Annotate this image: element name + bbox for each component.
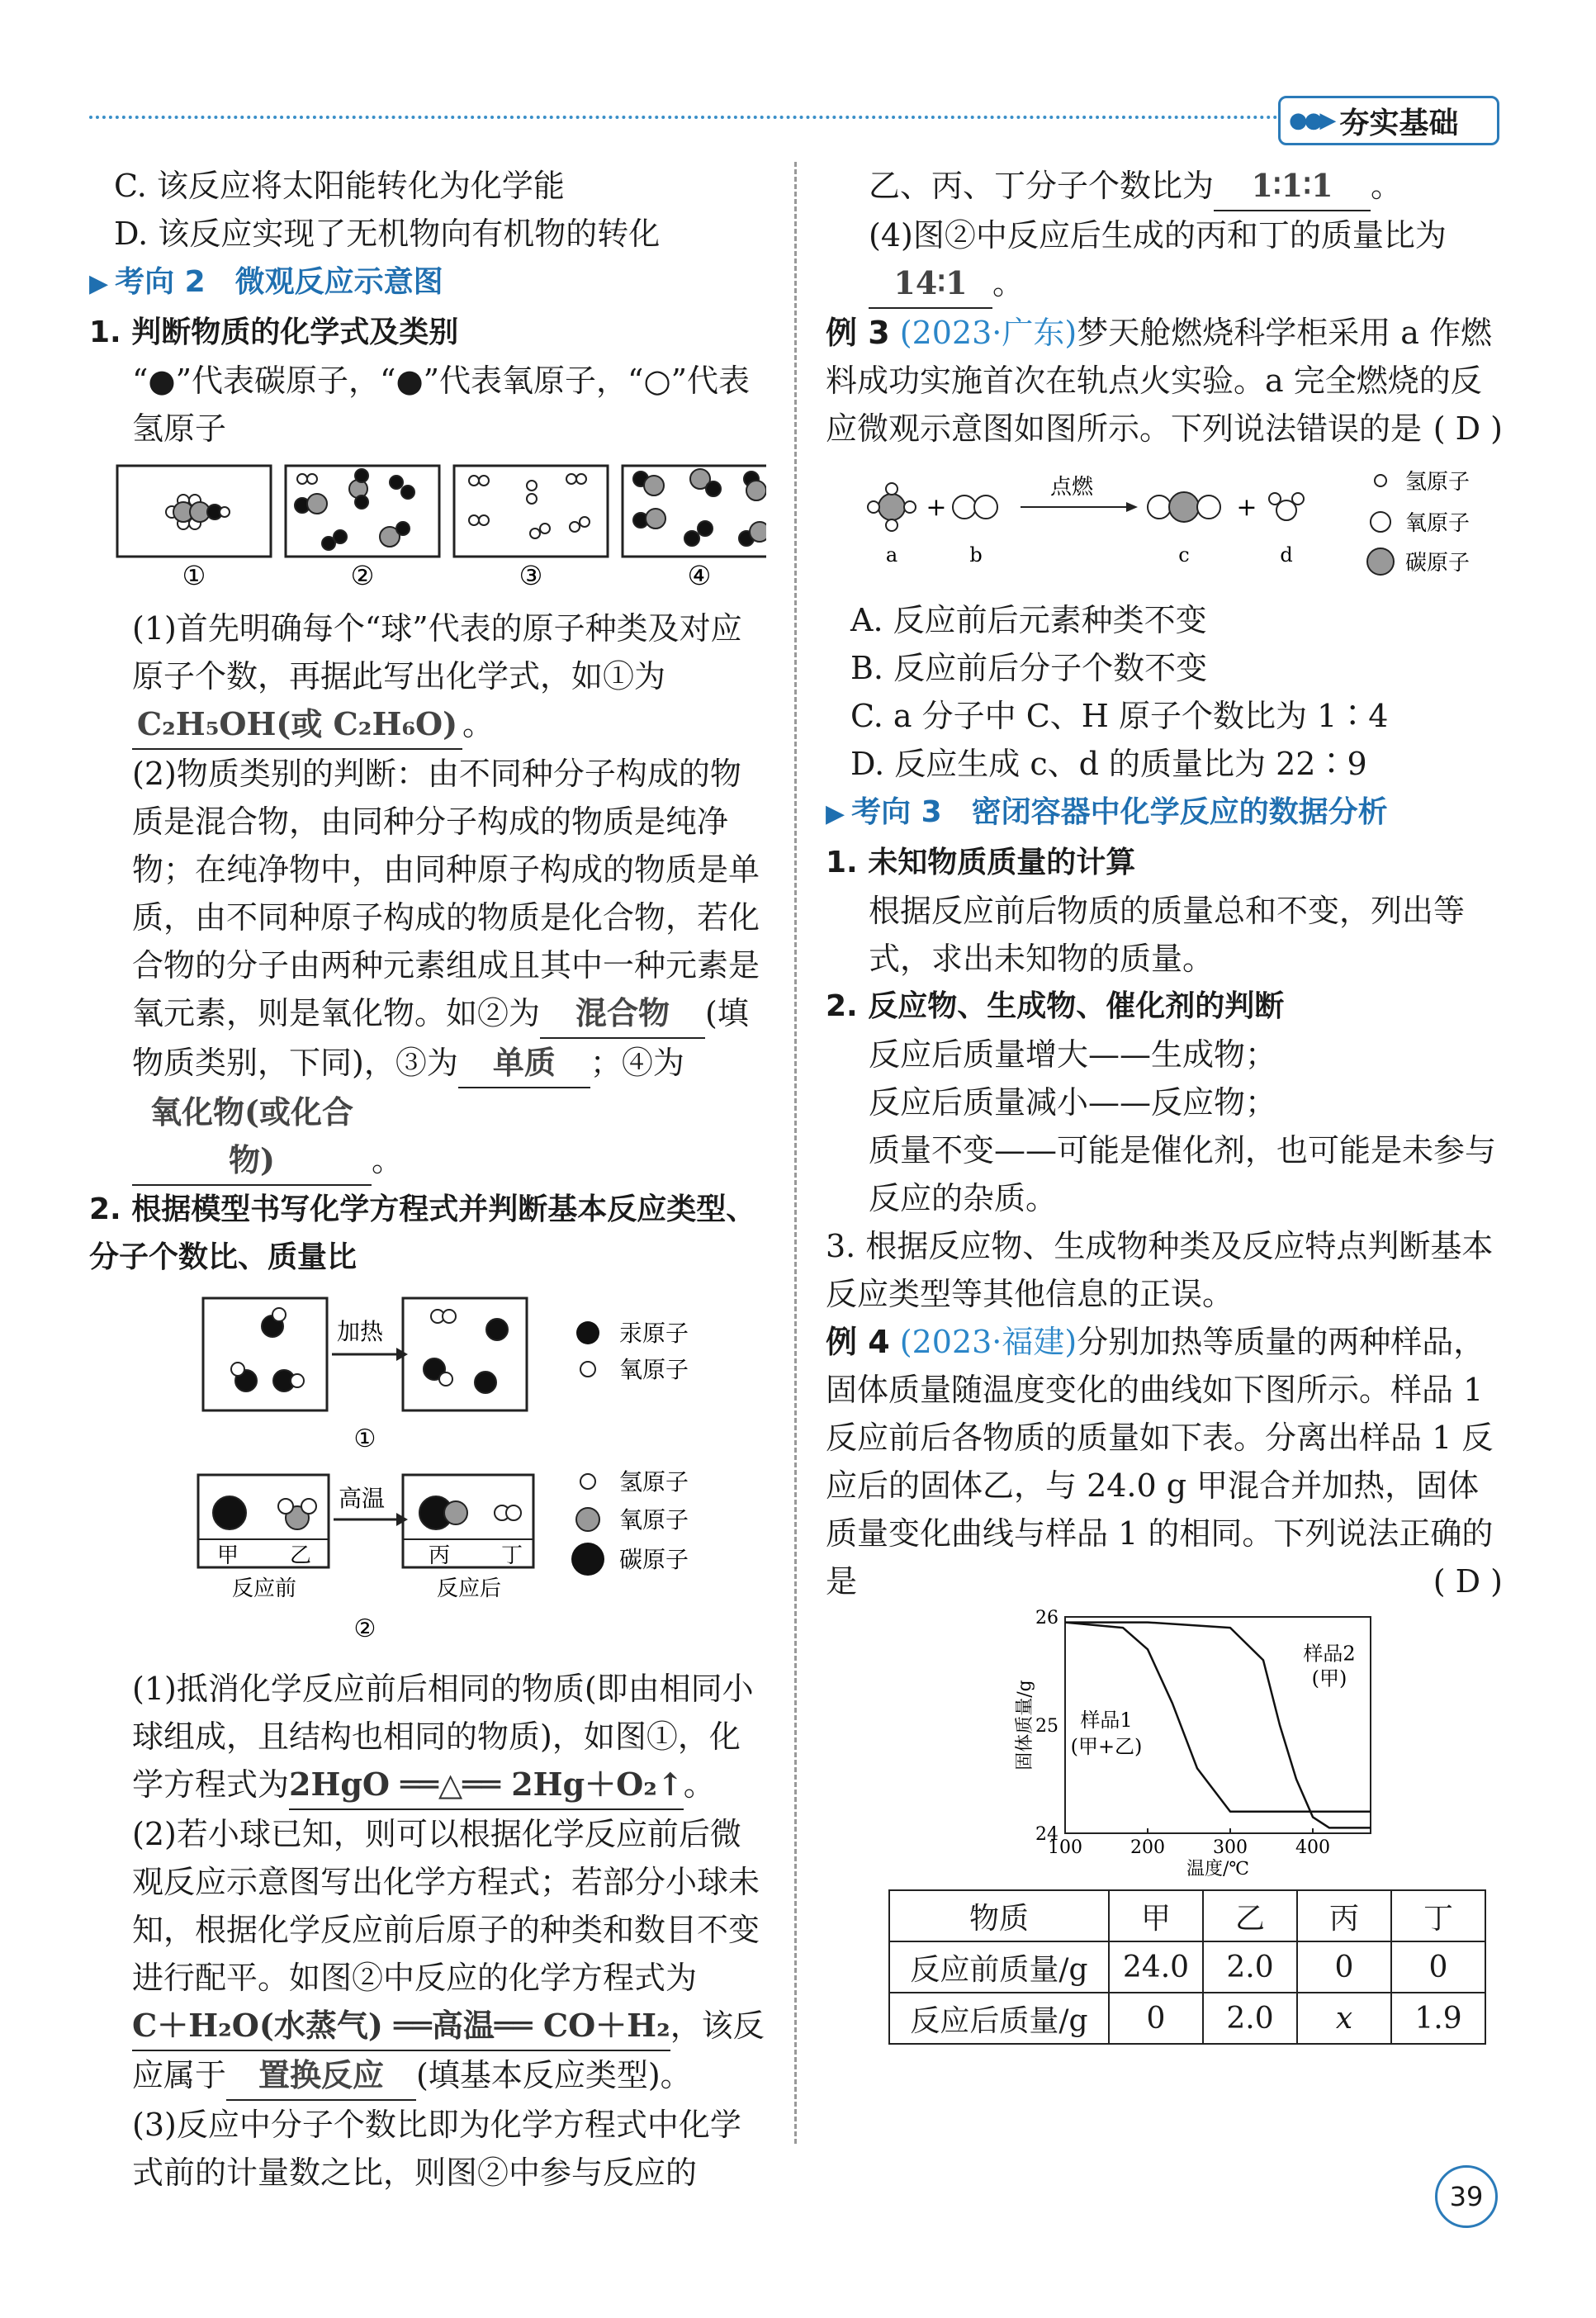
answer-mixture: 混合物 bbox=[540, 989, 705, 1039]
fig2-legend-hg: 汞原子 bbox=[619, 1320, 689, 1347]
answer-ratio: 1∶1∶1 bbox=[1214, 162, 1371, 211]
fig1-label-1: ① bbox=[182, 560, 206, 591]
s2-period: 。 bbox=[683, 1766, 715, 1803]
series-1-sublabel: (甲+乙) bbox=[1070, 1735, 1143, 1758]
fig1-label-4: ④ bbox=[687, 560, 712, 591]
ex3-option-d: D. 反应生成 c、d 的质量比为 22∶9 bbox=[850, 746, 1367, 782]
label-d: d bbox=[1280, 543, 1293, 566]
table-cell: 反应前质量/g bbox=[889, 1941, 1109, 1993]
fig2-legend-o: 氧原子 bbox=[619, 1356, 689, 1383]
s1-text-4: ；④为 bbox=[590, 1045, 684, 1081]
fig2-after: 反应后 bbox=[436, 1576, 502, 1601]
example-3-answer: ( D ) bbox=[1433, 410, 1503, 447]
answer-mass-ratio: 14∶1 bbox=[869, 259, 992, 309]
r-text-1: 乙、丙、丁分子个数比为 bbox=[869, 168, 1215, 204]
s1-period: 。 bbox=[462, 706, 495, 742]
table-header: 甲 bbox=[1109, 1890, 1203, 1941]
s1-text-3: (填物质类别，下同)，③为 bbox=[132, 995, 749, 1081]
example-3 bbox=[826, 309, 1503, 453]
k2-line-3: 质量不变——可能是催化剂，也可能是未参与反应的杂质。 bbox=[869, 1132, 1497, 1216]
y-tick-label: 24 bbox=[1035, 1824, 1058, 1845]
s1-para-1 bbox=[89, 604, 766, 750]
fig2-legend-h: 氢原子 bbox=[619, 1468, 689, 1496]
fig2-cond-1: 加热 bbox=[336, 1318, 384, 1345]
series-2-label: 样品2 bbox=[1303, 1642, 1356, 1666]
fig2-bing: 丙 bbox=[428, 1543, 451, 1568]
option-c: C. 该反应将太阳能转化为化学能 bbox=[114, 168, 565, 204]
table-cell: 1.9 bbox=[1391, 1993, 1485, 2044]
ex3-option-b: B. 反应前后分子个数不变 bbox=[850, 650, 1208, 686]
x-tick-label: 200 bbox=[1130, 1837, 1165, 1858]
legend-h: 氢原子 bbox=[1405, 470, 1470, 495]
fig2-ding: 丁 bbox=[500, 1543, 523, 1568]
answer-formula: C₂H₅OH(或 C₂H₆O) bbox=[132, 700, 462, 750]
fig2-cond-2: 高温 bbox=[338, 1485, 386, 1512]
header-divider bbox=[89, 116, 1278, 119]
k2-title: 2. 反应物、生成物、催化剂的判断 bbox=[826, 989, 1285, 1023]
r-period-1: 。 bbox=[1371, 168, 1403, 204]
mass-temperature-chart bbox=[826, 1605, 1503, 1886]
table-cell: 0 bbox=[1109, 1993, 1203, 2044]
x-tick-label: 400 bbox=[1295, 1837, 1330, 1858]
triangle-icon: ▶ bbox=[826, 799, 845, 828]
s1-intro: “●”代表碳原子，“●”代表氧原子，“○”代表氢原子 bbox=[132, 363, 751, 447]
kaoxiang-3-title: 考向 3 密闭容器中化学反应的数据分析 bbox=[851, 795, 1388, 829]
column-divider bbox=[794, 162, 797, 2144]
s1-title: 1. 判断物质的化学式及类别 bbox=[89, 315, 459, 349]
legend-o: 氧原子 bbox=[1405, 511, 1470, 536]
fig1-label-3: ③ bbox=[519, 560, 543, 591]
table-cell: x bbox=[1297, 1993, 1391, 2044]
s1-text-1: (1)首先明确每个“球”代表的原子种类及对应原子个数，再据此写出化学式，如①为 bbox=[132, 610, 742, 694]
molecule-boxes-figure bbox=[89, 461, 766, 593]
answer-reaction-type: 置换反应 bbox=[226, 2051, 416, 2101]
example-3-label: 例 3 bbox=[826, 315, 890, 351]
k1-title: 1. 未知物质质量的计算 bbox=[826, 846, 1136, 879]
plus-1: + bbox=[926, 493, 947, 522]
kaoxiang-2-heading bbox=[89, 258, 766, 309]
example-3-source: (2023·广东) bbox=[899, 315, 1077, 351]
x-axis-label: 温度/℃ bbox=[1186, 1859, 1250, 1880]
right-column bbox=[826, 162, 1503, 2045]
table-cell: 0 bbox=[1297, 1941, 1391, 1993]
y-axis-label: 固体质量/g bbox=[1015, 1680, 1035, 1770]
k2-line-2: 反应后质量减小——反应物； bbox=[869, 1084, 1277, 1121]
k1-text: 根据反应前后物质的质量总和不变，列出等式，求出未知物的质量。 bbox=[869, 893, 1466, 977]
x-tick-label: 100 bbox=[1048, 1837, 1082, 1858]
answer-oxide: 氧化物(或化合物) bbox=[132, 1088, 372, 1186]
combustion-figure bbox=[826, 461, 1503, 585]
table-row bbox=[889, 1941, 1485, 1993]
r-period-2: 。 bbox=[992, 265, 1025, 301]
s2-para-1 bbox=[89, 1665, 766, 1810]
fig2-jia: 甲 bbox=[216, 1543, 239, 1568]
fig2-legend-o2: 氧原子 bbox=[619, 1506, 689, 1533]
table-cell: 反应后质量/g bbox=[889, 1993, 1109, 2044]
example-4-label: 例 4 bbox=[826, 1324, 890, 1360]
example-4-text: 分别加热等质量的两种样品，固体质量随温度变化的曲线如下图所示。样品 1 反应前后各物质的质量如下表。分离出样品 1 反应后的固体乙，与 24.0 g 甲混合并加热，固体质量变化曲线与样品 1 的相同。下列说法正确的是 bbox=[826, 1324, 1494, 1600]
ex3-option-c: C. a 分子中 C、H 原子个数比为 1∶4 bbox=[850, 698, 1389, 734]
table-header: 乙 bbox=[1203, 1890, 1297, 1941]
fig2-before: 反应前 bbox=[231, 1576, 297, 1601]
s2-para-3: (3)反应中分子个数比即为化学方程式中化学式前的计量数之比，则图②中参与反应的 bbox=[132, 2107, 741, 2191]
label-c: c bbox=[1178, 543, 1190, 566]
answer-element: 单质 bbox=[458, 1039, 590, 1088]
plus-2: + bbox=[1236, 493, 1257, 522]
fig1-label-2: ② bbox=[350, 560, 375, 591]
y-tick-label: 26 bbox=[1035, 1608, 1058, 1628]
fig2-label-1: ① bbox=[353, 1424, 377, 1453]
arrow-icon: ●●▶ bbox=[1289, 108, 1333, 133]
table-cell: 0 bbox=[1391, 1941, 1485, 1993]
fig2-legend-c: 碳原子 bbox=[619, 1546, 689, 1573]
table-row bbox=[889, 1993, 1485, 2044]
page-number: 39 bbox=[1435, 2165, 1498, 2228]
table-header: 物质 bbox=[889, 1890, 1109, 1941]
combustion-cond: 点燃 bbox=[1049, 475, 1094, 500]
r-text-2: (4)图②中反应后生成的丙和丁的质量比为 bbox=[869, 217, 1447, 254]
example-4-answer: ( D ) bbox=[1433, 1563, 1503, 1600]
s2-text-3: ，该反应属于 bbox=[132, 2008, 765, 2093]
fig2-label-2: ② bbox=[353, 1614, 377, 1643]
table-header: 丙 bbox=[1297, 1890, 1391, 1941]
label-b: b bbox=[969, 543, 983, 566]
kaoxiang-2-title: 考向 2 微观反应示意图 bbox=[115, 265, 443, 299]
k2-line-1: 反应后质量增大——生成物； bbox=[869, 1036, 1277, 1073]
section-badge bbox=[1278, 96, 1499, 145]
s1-period-2: 。 bbox=[372, 1142, 404, 1178]
s1-text-2: (2)物质类别的判断：由不同种分子构成的物质是混合物，由同种分子构成的物质是纯净物；在纯净物中，由同种原子构成的物质是单质，由不同种原子构成的物质是化合物，若化合物的分子由两种元素组成且其中一种元素是氧元素，则是氧化物。如②为 bbox=[132, 756, 760, 1031]
ex3-option-a: A. 反应前后元素种类不变 bbox=[850, 602, 1207, 638]
table-cell: 2.0 bbox=[1203, 1941, 1297, 1993]
table-cell: 24.0 bbox=[1109, 1941, 1203, 1993]
equation-2: C＋H₂O(水蒸气) ══高温══ CO＋H₂ bbox=[132, 2002, 670, 2051]
example-3-text: 梦天舱燃烧科学柜采用 a 作燃料成功实施首次在轨点火实验。a 完全燃烧的反应微观示意图如图所示。下列说法错误的是 bbox=[826, 315, 1493, 447]
x-tick-label: 300 bbox=[1213, 1837, 1248, 1858]
kaoxiang-3-heading bbox=[826, 788, 1503, 839]
table-header-row bbox=[889, 1890, 1485, 1941]
mass-table bbox=[888, 1889, 1486, 2045]
s2-text-4: (填基本反应类型)。 bbox=[416, 2057, 692, 2093]
table-cell: 2.0 bbox=[1203, 1993, 1297, 2044]
legend-c: 碳原子 bbox=[1405, 551, 1470, 576]
s1-para-2 bbox=[89, 750, 766, 1186]
s2-para-2 bbox=[89, 1810, 766, 2101]
badge-label: 夯实基础 bbox=[1339, 106, 1459, 140]
fig2-yi: 乙 bbox=[289, 1543, 312, 1568]
triangle-icon: ▶ bbox=[89, 269, 109, 298]
r-para-1 bbox=[826, 162, 1503, 211]
option-d: D. 该反应实现了无机物向有机物的转化 bbox=[114, 216, 661, 252]
r-para-2 bbox=[826, 211, 1503, 309]
example-4 bbox=[826, 1318, 1503, 1605]
s2-text-1: (1)抵消化学反应前后相同的物质(即由相同小球组成，且结构也相同的物质)，如图①，化学方程式为 bbox=[132, 1671, 754, 1803]
example-4-source: (2023·福建) bbox=[899, 1324, 1077, 1360]
series-2-sublabel: (甲) bbox=[1311, 1666, 1347, 1690]
reaction-models-figure bbox=[89, 1290, 766, 1653]
table-header: 丁 bbox=[1391, 1890, 1485, 1941]
s2-text-2: (2)若小球已知，则可以根据化学反应前后微观反应示意图写出化学方程式；若部分小球未知，根据化学反应前后原子的种类和数目不变进行配平。如图②中反应的化学方程式为 bbox=[132, 1816, 760, 1996]
equation-1: 2HgO ══△══ 2Hg＋O₂↑ bbox=[289, 1761, 684, 1810]
y-tick-label: 25 bbox=[1035, 1716, 1058, 1737]
s2-title: 2. 根据模型书写化学方程式并判断基本反应类型、分子个数比、质量比 bbox=[89, 1192, 756, 1274]
k3-text: 3. 根据反应物、生成物种类及反应特点判断基本反应类型等其他信息的正误。 bbox=[826, 1228, 1494, 1312]
label-a: a bbox=[885, 543, 898, 566]
left-column bbox=[89, 162, 766, 2197]
series-1-label: 样品1 bbox=[1080, 1709, 1133, 1732]
